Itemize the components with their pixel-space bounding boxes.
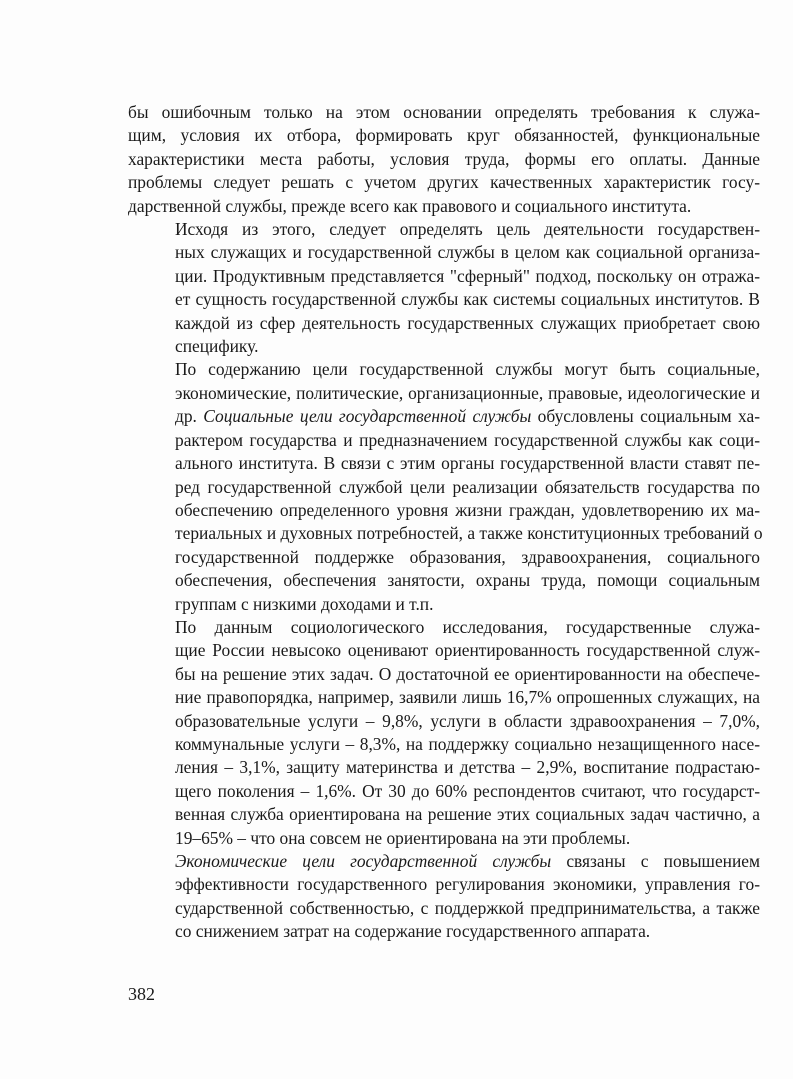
text-run: связаны с повышением	[551, 851, 760, 871]
text-line	[128, 101, 760, 124]
text-line	[128, 452, 760, 475]
text-line	[128, 803, 760, 826]
text-line	[128, 171, 760, 194]
text-run: образовательные услуги – 9,8%, услуги в области здравоохранения – 7,0%,	[175, 710, 760, 731]
text-run: дарственной службы, прежде всего как правового и социального института.	[128, 195, 692, 216]
text-line	[128, 335, 760, 358]
text-run: специфику.	[175, 336, 259, 357]
text-run: ального института. В связи с этим органы государственной власти ставят пе-	[175, 453, 760, 474]
text-run: обеспечению определенного уровня жизни граждан, удовлетворению их ма-	[175, 499, 760, 520]
text-line	[128, 616, 760, 639]
text-run: щего поколения – 1,6%. От 30 до 60% респондентов считают, что государст-	[175, 780, 760, 801]
paragraph	[128, 850, 760, 944]
text-line	[128, 569, 760, 592]
text-run: характеристики места работы, условия труда, формы его оплаты. Данные	[128, 148, 760, 169]
text-run: рактером государства и предназначением государственной службы как соци-	[175, 429, 760, 450]
italic-phrase: Экономические цели государственной службы	[175, 851, 552, 871]
text-line	[128, 920, 760, 943]
text-run: обеспечения, обеспечения занятости, охраны труда, помощи социальным	[175, 570, 760, 591]
text-run: бы на решение этих задач. О достаточной ее ориентированности на обеспече-	[175, 663, 760, 684]
text-line	[128, 873, 760, 896]
text-line	[128, 710, 760, 733]
text-run: эффективности государственного регулирования экономики, управления го-	[175, 874, 760, 895]
text-run: ет сущность государственной службы как системы социальных институтов. В	[175, 289, 760, 310]
body-text	[128, 101, 763, 944]
text-run: ред государственной службой цели реализации обязательств государства по	[175, 476, 760, 497]
page-number: 382	[128, 984, 155, 1004]
text-line	[128, 546, 760, 569]
text-run: венная служба ориентирована на решение этих социальных задач частично, а	[175, 804, 760, 825]
text-run: со снижением затрат на содержание государственного аппарата.	[175, 921, 651, 942]
text-run: ных служащих и государственной службы в целом как социальной организа-	[175, 242, 760, 263]
text-run: 19–65% – что она совсем не ориентирована на эти проблемы.	[175, 827, 631, 848]
text-line	[128, 358, 760, 381]
text-line	[128, 429, 760, 452]
text-run: обусловлены социальным ха-	[531, 406, 761, 427]
text-line	[128, 405, 760, 428]
text-run: бы ошибочным только на этом основании определять требования к служа-	[128, 102, 760, 122]
text-run: группам с низкими доходами и т.п.	[175, 593, 434, 614]
paragraph	[128, 101, 760, 218]
text-run: сударственной собственностью, с поддержкой предпринимательства, а также	[175, 897, 760, 918]
text-run: проблемы следует решать с учетом других качественных характеристик госу-	[128, 172, 760, 193]
text-run: По данным социологического исследования, государственные служа-	[175, 616, 760, 637]
paragraph	[128, 218, 760, 358]
text-line	[128, 241, 760, 264]
text-run: щим, условия их отбора, формировать круг обязанностей, функциональные	[128, 125, 760, 146]
text-line	[128, 686, 760, 709]
text-line	[128, 756, 760, 779]
text-run: коммунальные услуги – 8,3%, на поддержку социально незащищенного насе-	[175, 733, 760, 754]
text-line	[128, 593, 760, 616]
text-line	[128, 897, 760, 920]
text-line	[128, 499, 760, 522]
text-run: щие России невысоко оценивают ориентированность государственной служ-	[175, 640, 760, 661]
text-line	[128, 733, 760, 756]
text-line	[128, 312, 760, 335]
text-line	[128, 382, 760, 405]
text-run: др.	[175, 406, 204, 427]
text-line	[128, 218, 760, 241]
text-line	[128, 780, 760, 803]
text-line	[128, 195, 760, 218]
text-line	[128, 522, 763, 545]
paragraph	[128, 358, 763, 615]
text-run: Исходя из этого, следует определять цель деятельности государствен-	[175, 219, 760, 240]
paragraph	[128, 616, 760, 850]
text-line	[128, 827, 760, 850]
text-line	[128, 639, 760, 662]
text-run: ние правопорядка, например, заявили лишь 16,7% опрошенных служащих, на	[175, 687, 760, 708]
text-run: государственной поддержке образования, здравоохранения, социального	[175, 546, 760, 567]
text-line	[128, 476, 760, 499]
italic-phrase: Социальные цели государственной службы	[203, 406, 532, 427]
text-run: По содержанию цели государственной службы могут быть социальные,	[175, 359, 760, 380]
text-line	[128, 124, 760, 147]
text-line	[128, 148, 760, 171]
text-line	[128, 265, 760, 288]
text-run: ления – 3,1%, защиту материнства и детства – 2,9%, воспитание подрастаю-	[175, 757, 760, 778]
text-line	[128, 850, 760, 873]
text-run: ции. Продуктивным представляется "сферный" подход, поскольку он отража-	[175, 265, 760, 286]
text-run: териальных и духовных потребностей, а также конституционных требований о	[175, 523, 763, 544]
text-line	[128, 288, 760, 311]
text-run: каждой из сфер деятельность государственных служащих приобретает свою	[175, 312, 760, 333]
text-line	[128, 663, 760, 686]
text-run: экономические, политические, организационные, правовые, идеологические и	[175, 382, 760, 403]
